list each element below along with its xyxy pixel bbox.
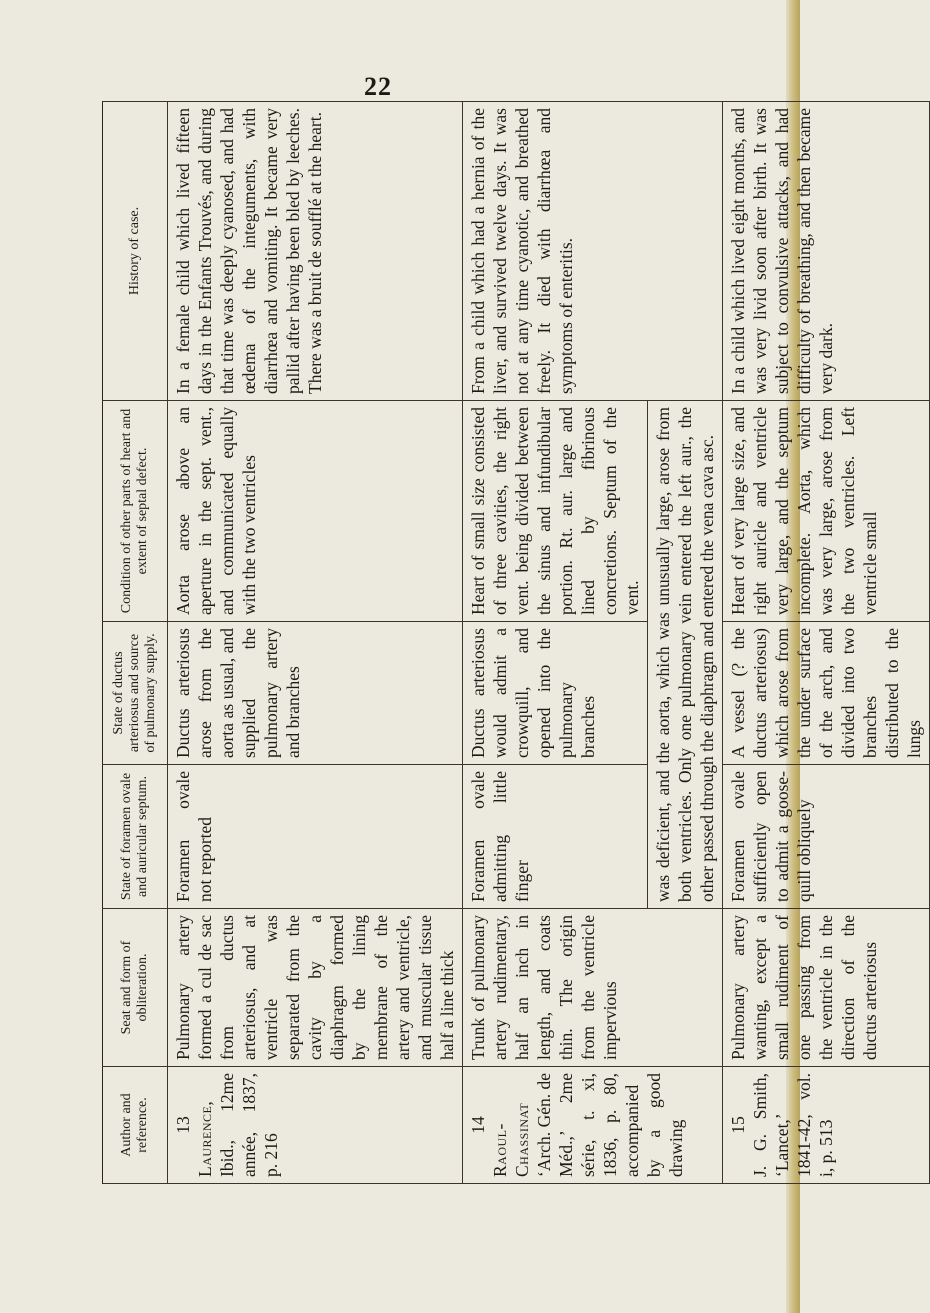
header-author: Author and reference. [103,1067,168,1184]
seat-cell: Pulmonary artery formed a cul de sac from ductus arteriosus, and at ventricle was separated from the cavity by a diaphragm formed by the lining membrane of the artery and ventricle, and muscular tissue half a line thick [168,909,463,1067]
case-table [102,101,930,1184]
author-cell [463,1067,723,1184]
ductus-cell: Ductus arteriosus arose from the aorta as usual, and supplied the pulmonary artery and branches [168,622,463,765]
header-row [103,102,168,1184]
header-foramen: State of foramen ovale and auricular septum. [103,765,168,909]
seat-cell: Pulmonary artery wanting, except a small rudiment of one passing from the ventricle in the direction of the ductus arteriosus [723,909,930,1067]
condition-continuation: was deficient, and the aorta, which was unusually large, arose from both ventricles. Only one pulmonary vein entered the left aur., the other passed through the diaphragm and entered the vena cava asc. [648,401,723,909]
page-number: 22 [364,72,392,101]
foramen-cell: Foramen ovale admitting little finger [463,765,648,909]
foramen-cell: Foramen ovale not reported [168,765,463,909]
condition-cell: Heart of small size consisted of three cavities, the right vent. being divided between the sinus and infundibular portion. Rt. aur. large and lined by fibrinous concretions. Septum of the vent. [463,401,648,622]
author-reference: ‘Arch. Gén. de Méd.,’ 2me série, t. xi, 1836, p. 80, accompanied by a good drawing [534,1073,686,1177]
condition-cell: Heart of very large size, and right auricle and ventricle very large, and the septum incomplete. Aorta, which was very large, arose from the two ventricles. Left ventricle small [723,401,930,622]
case-number: 13 [173,1116,193,1134]
history-cell: In a child which lived eight months, and was very livid soon after birth. It was subject to convulsive attacks, and had difficulty of breathing, and then became very dark. [723,102,930,401]
history-cell: In a female child which lived fifteen days in the Enfants Trouvés, and during that time was deeply cyanosed, and had œdema of the integuments, with diarrhœa and vomiting. It became very pallid after having been bled by leeches. There was a bruit de soufflé at the heart. [168,102,463,401]
author-name: J. G. Smith [750,1077,770,1177]
table-row [723,102,930,1184]
foramen-cell: Foramen ovale sufficiently open to admit a goose-quill obliquely [723,765,930,909]
header-history: History of case. [103,102,168,401]
header-ductus: State of ductus arteriosus and source of pulmonary supply. [103,622,168,765]
header-condition: Condition of other parts of heart and extent of septal defect. [103,401,168,622]
seat-cell: Trunk of pulmonary artery rudimentary, half an inch in length, and coats thin. The origin from the ventricle impervious [463,909,723,1067]
author-reference: , Ibid., 12me année, 1837, p. 216 [195,1073,281,1177]
case-table-rotated [102,102,924,1184]
case-number: 15 [728,1116,748,1134]
author-cell [168,1067,463,1184]
author-name: Laurence [195,1105,215,1177]
author-name: Raoul-Chassinat [490,1102,532,1177]
header-seat: Seat and form of obliteration. [103,909,168,1067]
ductus-cell: A vessel (? the ductus arteriosus) which arose from the under surface of the arch, and divided into two branches distributed to the lungs [723,622,930,765]
condition-cell: Aorta arose above an aperture in the sept. vent., and communicated equally with the two ventricles [168,401,463,622]
author-reference: , ‘Lancet,’ 1841-42, vol. i, p. 513 [750,1073,836,1177]
table-row [168,102,463,1184]
table-row [463,102,648,1184]
case-number: 14 [468,1116,488,1134]
author-cell [723,1067,930,1184]
ductus-cell: Ductus arteriosus would admit a crowquill, and opened into the pulmonary branches [463,622,648,765]
history-cell: From a child which had a hernia of the liver, and survived twelve days. It was not at any time cyanotic, and breathed freely. It died with diarrhœa and symptoms of enteritis. [463,102,723,401]
